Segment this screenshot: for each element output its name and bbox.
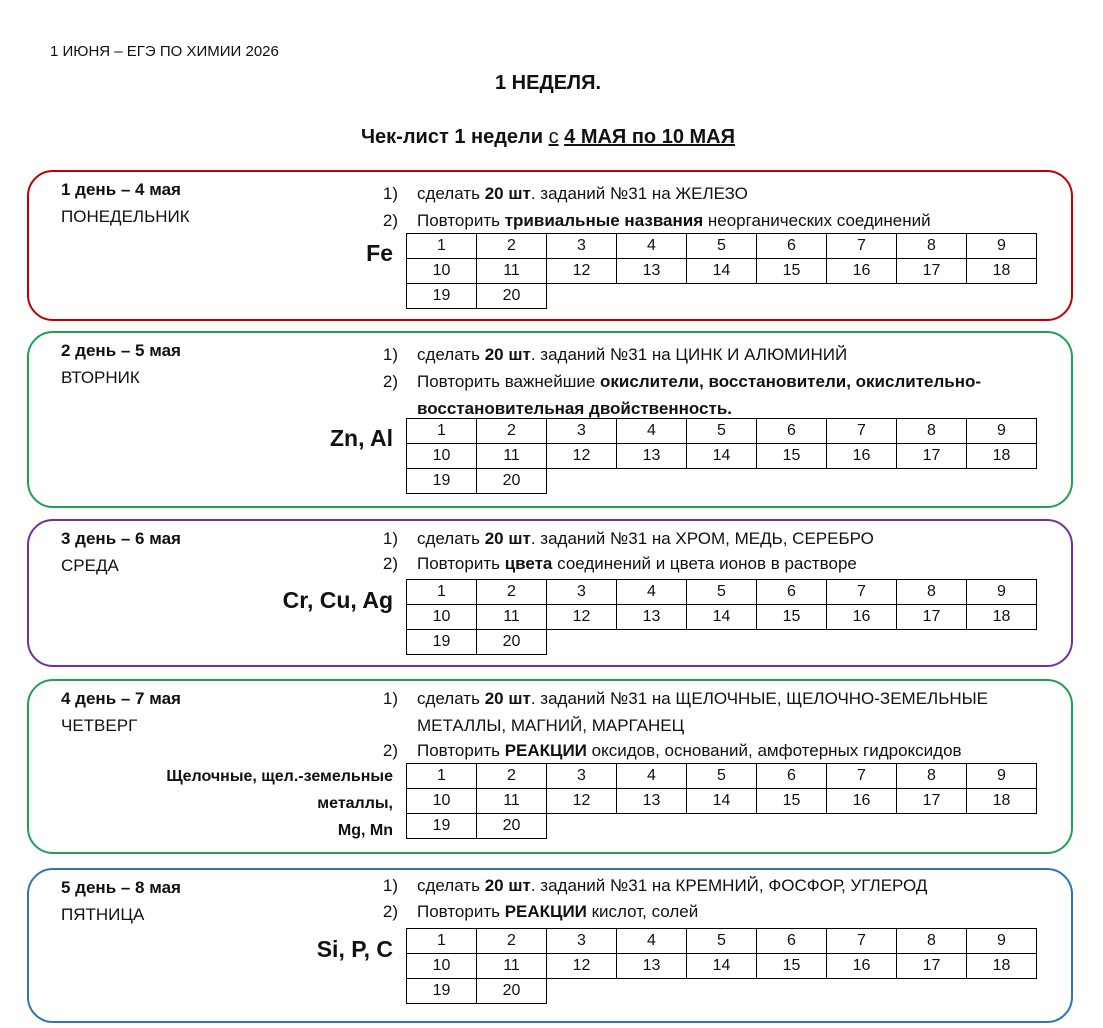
task-cell-15[interactable]: 15 bbox=[757, 605, 827, 630]
grid-empty-cell bbox=[547, 630, 617, 655]
task-cell-2[interactable]: 2 bbox=[477, 929, 547, 954]
task-cell-5[interactable]: 5 bbox=[687, 419, 757, 444]
task-cell-11[interactable]: 11 bbox=[477, 444, 547, 469]
task-cell-14[interactable]: 14 bbox=[687, 605, 757, 630]
task-cell-8[interactable]: 8 bbox=[897, 580, 967, 605]
grid-empty-cell bbox=[547, 284, 617, 309]
task-cell-15[interactable]: 15 bbox=[757, 259, 827, 284]
task-cell-11[interactable]: 11 bbox=[477, 259, 547, 284]
task-cell-13[interactable]: 13 bbox=[617, 444, 687, 469]
task-cell-17[interactable]: 17 bbox=[897, 444, 967, 469]
task-text-part: сделать bbox=[417, 345, 485, 364]
task-cell-7[interactable]: 7 bbox=[827, 764, 897, 789]
grid-empty-cell bbox=[827, 979, 897, 1004]
task-cell-19[interactable]: 19 bbox=[407, 630, 477, 655]
task-number: 2) bbox=[382, 554, 398, 573]
task-cell-11[interactable]: 11 bbox=[477, 954, 547, 979]
grid-empty-cell bbox=[897, 284, 967, 309]
task-text bbox=[417, 872, 1047, 899]
task-cell-17[interactable]: 17 bbox=[897, 954, 967, 979]
task-cell-18[interactable]: 18 bbox=[967, 605, 1037, 630]
task-cell-1[interactable]: 1 bbox=[407, 580, 477, 605]
task-text-part: сделать bbox=[417, 184, 485, 203]
task-cell-8[interactable]: 8 bbox=[897, 929, 967, 954]
day-weekday: СРЕДА bbox=[61, 556, 119, 575]
task-cell-18[interactable]: 18 bbox=[967, 444, 1037, 469]
task-cell-4[interactable]: 4 bbox=[617, 580, 687, 605]
day-card-5 bbox=[27, 868, 1073, 1023]
task-cell-10[interactable]: 10 bbox=[407, 444, 477, 469]
task-cell-16[interactable]: 16 bbox=[827, 605, 897, 630]
task-text-part: Повторить bbox=[417, 211, 505, 230]
task-cell-1[interactable]: 1 bbox=[407, 929, 477, 954]
task-cell-10[interactable]: 10 bbox=[407, 605, 477, 630]
task-cell-2[interactable]: 2 bbox=[477, 234, 547, 259]
day-card-1 bbox=[27, 170, 1073, 321]
task-text-part: соединений и цвета ионов в растворе bbox=[552, 554, 857, 573]
element-group-label bbox=[166, 763, 393, 844]
element-line-2: металлы, bbox=[317, 795, 393, 812]
grid-empty-cell bbox=[757, 469, 827, 494]
task-cell-17[interactable]: 17 bbox=[897, 789, 967, 814]
task-text-part: Повторить bbox=[417, 902, 505, 921]
task-cell-19[interactable]: 19 bbox=[407, 814, 477, 839]
task-text bbox=[417, 207, 1047, 234]
grid-row bbox=[407, 419, 1037, 444]
task-number: 1) bbox=[382, 345, 398, 364]
grid-empty-cell bbox=[827, 630, 897, 655]
checklist-subtitle bbox=[0, 126, 1096, 149]
task-text-bold: окислители, восстановители, окислительно-восстановительная двойственность. bbox=[417, 372, 982, 418]
element-line-1: Щелочные, щел.-земельные bbox=[166, 768, 393, 785]
task-cell-5[interactable]: 5 bbox=[687, 929, 757, 954]
task-cell-2[interactable]: 2 bbox=[477, 419, 547, 444]
task-cell-6[interactable]: 6 bbox=[757, 764, 827, 789]
task-cell-11[interactable]: 11 bbox=[477, 789, 547, 814]
task-number: 2) bbox=[382, 211, 398, 230]
task-cell-12[interactable]: 12 bbox=[547, 954, 617, 979]
task-cell-14[interactable]: 14 bbox=[687, 789, 757, 814]
task-cell-6[interactable]: 6 bbox=[757, 234, 827, 259]
task-cell-12[interactable]: 12 bbox=[547, 605, 617, 630]
grid-empty-cell bbox=[757, 979, 827, 1004]
task-cell-18[interactable]: 18 bbox=[967, 789, 1037, 814]
task-cell-8[interactable]: 8 bbox=[897, 419, 967, 444]
grid-empty-cell bbox=[897, 979, 967, 1004]
task-cell-8[interactable]: 8 bbox=[897, 234, 967, 259]
task-cell-19[interactable]: 19 bbox=[407, 284, 477, 309]
day-weekday: ВТОРНИК bbox=[61, 368, 140, 387]
task-text-bold: 20 шт bbox=[484, 689, 531, 708]
task-cell-16[interactable]: 16 bbox=[827, 789, 897, 814]
page-title: 1 НЕДЕЛЯ. bbox=[494, 72, 601, 94]
task-text-part: . заданий №31 на ЩЕЛОЧНЫЕ, ЩЕЛОЧНО-ЗЕМЕЛЬНЫЕ МЕТАЛЛЫ, МАГНИЙ, МАРГАНЕЦ bbox=[417, 689, 989, 735]
task-cell-15[interactable]: 15 bbox=[757, 789, 827, 814]
task-cell-5[interactable]: 5 bbox=[687, 764, 757, 789]
grid-empty-cell bbox=[827, 814, 897, 839]
task-text bbox=[417, 341, 1047, 368]
grid-empty-cell bbox=[687, 284, 757, 309]
task-cell-20[interactable]: 20 bbox=[477, 469, 547, 494]
task-cell-2[interactable]: 2 bbox=[477, 580, 547, 605]
task-text-part: кислот, солей bbox=[586, 902, 699, 921]
task-cell-12[interactable]: 12 bbox=[547, 789, 617, 814]
grid-empty-cell bbox=[757, 284, 827, 309]
task-text-bold: РЕАКЦИИ bbox=[504, 741, 587, 760]
task-text-part: Повторить bbox=[417, 554, 505, 573]
grid-empty-cell bbox=[687, 814, 757, 839]
task-number: 2) bbox=[382, 741, 398, 760]
element-symbols: Zn, Al bbox=[329, 425, 393, 451]
task-text-bold: 20 шт bbox=[484, 184, 531, 203]
task-number: 1) bbox=[382, 876, 398, 895]
grid-empty-cell bbox=[617, 979, 687, 1004]
grid-empty-cell bbox=[827, 469, 897, 494]
grid-row bbox=[407, 444, 1037, 469]
task-cell-1[interactable]: 1 bbox=[407, 764, 477, 789]
task-cell-20[interactable]: 20 bbox=[477, 979, 547, 1004]
task-text-bold: РЕАКЦИИ bbox=[504, 902, 587, 921]
task-text bbox=[417, 898, 1047, 925]
grid-empty-cell bbox=[827, 284, 897, 309]
day-card-4 bbox=[27, 679, 1073, 854]
grid-empty-cell bbox=[757, 814, 827, 839]
task-checkbox-grid bbox=[406, 418, 1037, 494]
task-cell-13[interactable]: 13 bbox=[617, 605, 687, 630]
task-cell-4[interactable]: 4 bbox=[617, 234, 687, 259]
task-cell-3[interactable]: 3 bbox=[547, 580, 617, 605]
task-text-bold: 20 шт bbox=[484, 345, 531, 364]
day-title: 2 день – 5 мая bbox=[61, 341, 181, 360]
task-text bbox=[417, 737, 1047, 764]
task-cell-9[interactable]: 9 bbox=[967, 419, 1037, 444]
grid-empty-cell bbox=[967, 814, 1037, 839]
task-cell-18[interactable]: 18 bbox=[967, 259, 1037, 284]
task-cell-3[interactable]: 3 bbox=[547, 764, 617, 789]
task-cell-18[interactable]: 18 bbox=[967, 954, 1037, 979]
grid-empty-cell bbox=[547, 979, 617, 1004]
task-cell-1[interactable]: 1 bbox=[407, 419, 477, 444]
grid-row bbox=[407, 469, 1037, 494]
subtitle-lead: Чек-лист 1 недели bbox=[361, 126, 549, 148]
subtitle-date-range: 4 МАЯ по 10 МАЯ bbox=[564, 126, 735, 148]
day-title: 5 день – 8 мая bbox=[61, 878, 181, 897]
grid-row bbox=[407, 954, 1037, 979]
day-weekday: ЧЕТВЕРГ bbox=[61, 716, 138, 735]
grid-empty-cell bbox=[547, 469, 617, 494]
grid-empty-cell bbox=[897, 630, 967, 655]
grid-empty-cell bbox=[617, 469, 687, 494]
grid-empty-cell bbox=[617, 284, 687, 309]
task-text-part: Повторить важнейшие bbox=[417, 372, 601, 391]
task-cell-10[interactable]: 10 bbox=[407, 954, 477, 979]
grid-row bbox=[407, 929, 1037, 954]
day-weekday: ПОНЕДЕЛЬНИК bbox=[61, 207, 190, 226]
task-text-part: сделать bbox=[417, 529, 485, 548]
grid-empty-cell bbox=[967, 979, 1037, 1004]
task-cell-13[interactable]: 13 bbox=[617, 954, 687, 979]
grid-row bbox=[407, 979, 1037, 1004]
task-number: 2) bbox=[382, 902, 398, 921]
task-cell-14[interactable]: 14 bbox=[687, 444, 757, 469]
task-cell-8[interactable]: 8 bbox=[897, 764, 967, 789]
day-card-3 bbox=[27, 519, 1073, 667]
day-card-2 bbox=[27, 331, 1073, 508]
grid-empty-cell bbox=[687, 469, 757, 494]
task-text-part: . заданий №31 на ЦИНК И АЛЮМИНИЙ bbox=[530, 345, 848, 364]
grid-empty-cell bbox=[897, 469, 967, 494]
task-cell-7[interactable]: 7 bbox=[827, 580, 897, 605]
task-cell-16[interactable]: 16 bbox=[827, 954, 897, 979]
task-cell-9[interactable]: 9 bbox=[967, 234, 1037, 259]
task-number: 2) bbox=[382, 372, 398, 391]
grid-empty-cell bbox=[967, 469, 1037, 494]
task-checkbox-grid bbox=[406, 928, 1037, 1004]
task-cell-4[interactable]: 4 bbox=[617, 764, 687, 789]
grid-row bbox=[407, 789, 1037, 814]
task-cell-3[interactable]: 3 bbox=[547, 234, 617, 259]
task-text bbox=[417, 685, 1047, 739]
task-cell-17[interactable]: 17 bbox=[897, 605, 967, 630]
day-title: 1 день – 4 мая bbox=[61, 180, 181, 199]
task-cell-17[interactable]: 17 bbox=[897, 259, 967, 284]
task-cell-16[interactable]: 16 bbox=[827, 259, 897, 284]
day-weekday: ПЯТНИЦА bbox=[61, 905, 145, 924]
task-cell-5[interactable]: 5 bbox=[687, 580, 757, 605]
task-text-bold: тривиальные названия bbox=[504, 211, 704, 230]
task-cell-7[interactable]: 7 bbox=[827, 419, 897, 444]
task-cell-10[interactable]: 10 bbox=[407, 259, 477, 284]
task-text-bold: 20 шт bbox=[484, 876, 531, 895]
task-cell-7[interactable]: 7 bbox=[827, 234, 897, 259]
grid-empty-cell bbox=[687, 630, 757, 655]
task-text-part: сделать bbox=[417, 876, 485, 895]
task-checkbox-grid bbox=[406, 763, 1037, 839]
task-text bbox=[417, 525, 1047, 552]
task-text-part: . заданий №31 на ХРОМ, МЕДЬ, СЕРЕБРО bbox=[530, 529, 874, 548]
task-cell-19[interactable]: 19 bbox=[407, 979, 477, 1004]
document-header: 1 ИЮНЯ – ЕГЭ ПО ХИМИИ 2026 bbox=[50, 43, 279, 60]
element-symbols: Si, P, C bbox=[316, 936, 393, 962]
task-cell-12[interactable]: 12 bbox=[547, 259, 617, 284]
task-cell-6[interactable]: 6 bbox=[757, 929, 827, 954]
task-cell-3[interactable]: 3 bbox=[547, 419, 617, 444]
task-cell-15[interactable]: 15 bbox=[757, 954, 827, 979]
task-cell-3[interactable]: 3 bbox=[547, 929, 617, 954]
grid-empty-cell bbox=[617, 630, 687, 655]
task-cell-9[interactable]: 9 bbox=[967, 580, 1037, 605]
grid-empty-cell bbox=[547, 814, 617, 839]
task-cell-5[interactable]: 5 bbox=[687, 234, 757, 259]
task-cell-19[interactable]: 19 bbox=[407, 469, 477, 494]
task-cell-9[interactable]: 9 bbox=[967, 929, 1037, 954]
grid-empty-cell bbox=[617, 814, 687, 839]
task-checkbox-grid bbox=[406, 233, 1037, 309]
task-text-bold: 20 шт bbox=[484, 529, 531, 548]
task-cell-15[interactable]: 15 bbox=[757, 444, 827, 469]
grid-empty-cell bbox=[757, 630, 827, 655]
grid-row bbox=[407, 259, 1037, 284]
task-cell-9[interactable]: 9 bbox=[967, 764, 1037, 789]
element-symbols: Cr, Cu, Ag bbox=[282, 587, 393, 613]
day-title: 3 день – 6 мая bbox=[61, 529, 181, 548]
task-cell-6[interactable]: 6 bbox=[757, 580, 827, 605]
task-cell-7[interactable]: 7 bbox=[827, 929, 897, 954]
grid-row bbox=[407, 284, 1037, 309]
task-text-part: . заданий №31 на ЖЕЛЕЗО bbox=[530, 184, 748, 203]
task-cell-4[interactable]: 4 bbox=[617, 419, 687, 444]
task-cell-14[interactable]: 14 bbox=[687, 259, 757, 284]
element-symbols: Fe bbox=[366, 240, 393, 266]
task-cell-2[interactable]: 2 bbox=[477, 764, 547, 789]
task-text-bold: цвета bbox=[504, 554, 553, 573]
task-number: 1) bbox=[382, 529, 398, 548]
grid-empty-cell bbox=[897, 814, 967, 839]
task-cell-1[interactable]: 1 bbox=[407, 234, 477, 259]
day-title: 4 день – 7 мая bbox=[61, 689, 181, 708]
grid-row bbox=[407, 764, 1037, 789]
task-text bbox=[417, 550, 1047, 577]
task-cell-13[interactable]: 13 bbox=[617, 789, 687, 814]
task-text-part: Повторить bbox=[417, 741, 505, 760]
task-cell-13[interactable]: 13 bbox=[617, 259, 687, 284]
task-cell-12[interactable]: 12 bbox=[547, 444, 617, 469]
grid-row bbox=[407, 605, 1037, 630]
subtitle-preposition: с bbox=[548, 126, 559, 148]
task-cell-11[interactable]: 11 bbox=[477, 605, 547, 630]
element-line-3: Mg, Mn bbox=[337, 822, 393, 839]
task-number: 1) bbox=[382, 184, 398, 203]
task-cell-14[interactable]: 14 bbox=[687, 954, 757, 979]
task-number: 1) bbox=[382, 689, 398, 708]
task-text-part: неорганических соединений bbox=[703, 211, 931, 230]
task-cell-20[interactable]: 20 bbox=[477, 814, 547, 839]
task-text bbox=[417, 368, 1047, 422]
grid-row bbox=[407, 580, 1037, 605]
task-cell-6[interactable]: 6 bbox=[757, 419, 827, 444]
task-checkbox-grid bbox=[406, 579, 1037, 655]
grid-empty-cell bbox=[967, 630, 1037, 655]
task-text-part: оксидов, оснований, амфотерных гидроксидов bbox=[586, 741, 962, 760]
task-text-part: . заданий №31 на КРЕМНИЙ, ФОСФОР, УГЛЕРОД bbox=[530, 876, 928, 895]
task-cell-20[interactable]: 20 bbox=[477, 284, 547, 309]
grid-row bbox=[407, 234, 1037, 259]
task-cell-4[interactable]: 4 bbox=[617, 929, 687, 954]
grid-row bbox=[407, 814, 1037, 839]
task-text bbox=[417, 180, 1047, 207]
grid-empty-cell bbox=[687, 979, 757, 1004]
grid-row bbox=[407, 630, 1037, 655]
task-text-part: сделать bbox=[417, 689, 485, 708]
grid-empty-cell bbox=[967, 284, 1037, 309]
task-cell-16[interactable]: 16 bbox=[827, 444, 897, 469]
task-cell-20[interactable]: 20 bbox=[477, 630, 547, 655]
task-cell-10[interactable]: 10 bbox=[407, 789, 477, 814]
